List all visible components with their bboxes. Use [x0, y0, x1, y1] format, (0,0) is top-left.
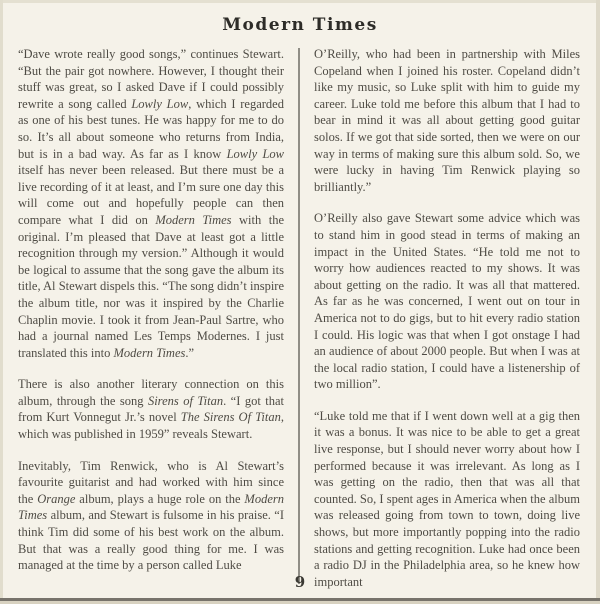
- right-column: [314, 46, 580, 590]
- right-column-paragraph: O’Reilly, who had been in partnership with Miles Copeland when I joined his roster. Copeland didn’t like my music, so Luke split with him to guide my career. Luke told me before this album that I had to bear in mind it was all about getting good guitar solos. If we got that side sorted, then we were on our way in terms of making sure this album sold. So, we were lucky in having Tim Renwick playing so brilliantly.”: [314, 47, 580, 194]
- left-column-paragraph: There is also another literary connection on this album, through the song Sirens of Titan. “I got that from Kurt Vonnegut Jr.’s novel The Sirens Of Titan, which was published in 1959” reveals Stewart.: [18, 377, 284, 442]
- left-column-paragraph: “Dave wrote really good songs,” continues Stewart. “But the pair got nowhere. However, I thought their stuff was great, so I asked Dave if I could possibly rewrite a song called Lowly Low, which I regarded as one of his best tunes. He was happy for me to do so. It’s all about someone who returns from India, but is in a bad way. As far as I know Lowly Low itself has never been released. But there must be a live recording of it at least, and I’m sure one day this will come out and hopefully people can then compare what I did on Modern Times with the original. I’m pleased that Dave at least got a little recognition through my version.” Although it would be logical to assume that the song gave the album its title, Al Stewart dispels this. “The song didn’t inspire the album title, nor was it inspired by the Charlie Chaplin movie. I took it from Jean-Paul Sartre, who had a journal named Les Temps Modernes. I just translated this into Modern Times.”: [18, 47, 285, 360]
- page-title: Modern Times: [222, 15, 378, 35]
- text-columns: [0, 35, 600, 590]
- left-column-paragraph: Inevitably, Tim Renwick, who is Al Stewart’s favourite guitarist and had worked with him since the Orange album, plays a huge role on the Modern Times album, and Stewart is fulsome in his praise. “I think Tim did some of his best work on the album. But that was a really good thing for me. I was managed at the time by a person called Luke: [18, 458, 284, 573]
- right-column-paragraph: O’Reilly also gave Stewart some advice which was to stand him in good stead in terms of making an impact in the United States. “He told me not to worry how audiences reacted to my shows. It was about getting on the radio. It was all that mattered. As far as he was concerned, I went out on tour in America not to do gigs, but to hit every radio station I could. His logic was that when I got onstage I had an audience of about 2000 people. But when I was at the local radio station, I could have a listenership of two million”.: [314, 211, 580, 392]
- left-column: [18, 46, 284, 590]
- right-column-paragraph: “Luke told me that if I went down well at a gig then it was a bonus. It was nice to be able to get a great live response, but I should never worry about how I performed because it was irrelevant. As long as I was getting on the radio, then that was all that counted. So, I spent ages in America when the album was released going from town to town, doing live shows, but more importantly popping into the radio stations and getting recognition. Luke had once been a radio DJ in the Philadelphia area, so he knew how important: [314, 408, 580, 589]
- page-number: 9: [294, 573, 306, 591]
- column-divider: [298, 48, 300, 584]
